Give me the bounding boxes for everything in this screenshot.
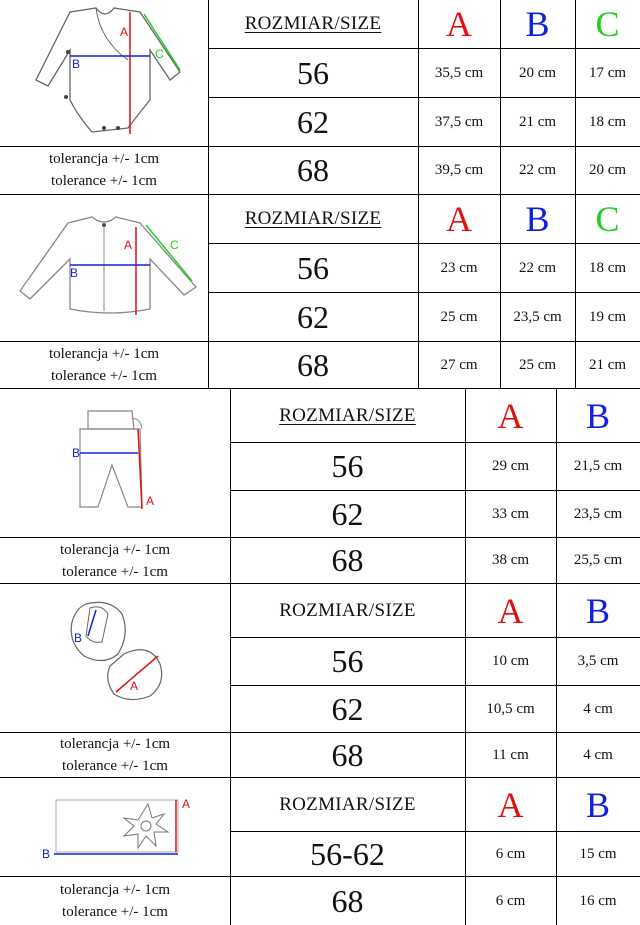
value-a: 37,5 cm (434, 113, 484, 130)
size-table-booties (0, 584, 640, 777)
size-value: 62 (297, 298, 329, 335)
tolerance-pl: tolerancja +/- 1cm (59, 541, 171, 558)
svg-text:A: A (124, 238, 133, 252)
headband-icon (0, 778, 230, 876)
value-b: 23,5 cm (513, 308, 562, 325)
svg-text:B: B (70, 266, 79, 280)
tolerance-en: tolerance +/- 1cm (62, 904, 168, 920)
measure-a-label: A (497, 784, 524, 825)
measure-b-label: B (525, 199, 550, 239)
measure-c-label: C (595, 4, 620, 44)
size-table-pants (0, 389, 640, 583)
measure-a-label: A (497, 395, 524, 436)
value-b: 20 cm (518, 64, 557, 81)
value-a: 29 cm (491, 458, 530, 474)
value-b: 4 cm (583, 700, 613, 717)
value-a: 35,5 cm (434, 64, 484, 81)
tolerance-note (0, 342, 208, 388)
value-b: 25,5 cm (573, 552, 623, 568)
value-c: 18 cm (588, 259, 627, 276)
size-value: 62 (331, 495, 364, 532)
value-b: 4 cm (583, 746, 613, 763)
value-b: 3,5 cm (577, 653, 619, 669)
value-c: 20 cm (588, 162, 627, 178)
tolerance-pl: tolerancja +/- 1cm (59, 736, 171, 752)
jacket-icon (0, 195, 208, 341)
value-a: 38 cm (491, 552, 530, 568)
value-a: 25 cm (440, 308, 478, 325)
svg-text:A: A (182, 797, 191, 811)
svg-text:A: A (146, 494, 155, 508)
measure-b-label: B (585, 590, 610, 631)
size-value: 68 (331, 882, 364, 919)
tolerance-en: tolerance +/- 1cm (51, 173, 157, 189)
value-a: 6 cm (495, 845, 526, 862)
size-table-jacket (0, 195, 640, 388)
value-a: 33 cm (491, 505, 530, 522)
size-value: 56 (331, 643, 364, 679)
size-value: 68 (297, 346, 329, 383)
value-b: 21 cm (518, 113, 557, 130)
measure-b-label: B (585, 784, 610, 825)
value-a: 23 cm (440, 259, 478, 276)
tolerance-pl: tolerancja +/- 1cm (48, 151, 160, 167)
size-table-headband (0, 778, 640, 925)
value-a: 11 cm (492, 746, 529, 763)
size-header: ROZMIAR/SIZE (279, 599, 416, 621)
value-a: 39,5 cm (434, 162, 484, 178)
size-value: 56 (331, 448, 364, 484)
tolerance-pl: tolerancja +/- 1cm (48, 346, 160, 362)
value-a: 27 cm (440, 356, 478, 373)
svg-text:C: C (155, 47, 164, 61)
size-table-bodysuit (0, 0, 640, 194)
measure-a-label: A (446, 199, 472, 239)
booties-icon (0, 584, 230, 732)
size-value: 56 (297, 249, 329, 286)
tolerance-note (0, 877, 230, 925)
tolerance-en: tolerance +/- 1cm (51, 368, 157, 384)
value-a: 10,5 cm (486, 700, 535, 717)
svg-text:C: C (170, 238, 179, 252)
bodysuit-icon (0, 0, 208, 146)
svg-text:B: B (74, 631, 83, 645)
svg-text:A: A (120, 25, 129, 39)
tolerance-en: tolerance +/- 1cm (62, 563, 168, 580)
value-b: 22 cm (518, 259, 557, 276)
measure-b-label: B (525, 4, 550, 44)
tolerance-en: tolerance +/- 1cm (62, 758, 168, 774)
size-header: ROZMIAR/SIZE (244, 208, 382, 229)
value-b: 21,5 cm (573, 458, 623, 474)
svg-text:A: A (130, 679, 139, 693)
tolerance-note (0, 733, 230, 777)
tolerance-pl: tolerancja +/- 1cm (59, 882, 171, 898)
tolerance-note (0, 147, 208, 193)
value-b: 25 cm (518, 356, 557, 373)
size-value: 62 (297, 103, 329, 140)
value-c: 21 cm (588, 356, 627, 373)
size-value: 62 (331, 690, 364, 727)
value-a: 10 cm (491, 653, 530, 669)
value-b: 15 cm (579, 845, 617, 862)
tolerance-note (0, 538, 230, 583)
size-value: 68 (331, 542, 364, 578)
value-b: 23,5 cm (573, 505, 623, 522)
measure-b-label: B (585, 395, 610, 436)
value-b: 22 cm (518, 162, 557, 178)
measure-c-label: C (595, 199, 620, 239)
pants-icon (0, 389, 230, 537)
svg-text:B: B (72, 446, 81, 460)
measure-a-label: A (446, 4, 472, 44)
value-a: 6 cm (495, 892, 526, 909)
measure-a-label: A (497, 590, 524, 631)
svg-text:B: B (42, 847, 51, 861)
size-value: 68 (297, 152, 329, 188)
size-header: ROZMIAR/SIZE (279, 404, 416, 426)
value-c: 17 cm (588, 64, 627, 81)
size-value: 68 (331, 736, 364, 773)
value-b: 16 cm (579, 892, 617, 909)
svg-text:B: B (72, 57, 81, 71)
size-value: 56-62 (310, 835, 385, 872)
value-c: 18 cm (588, 113, 627, 130)
size-header: ROZMIAR/SIZE (279, 793, 416, 815)
size-value: 56 (297, 54, 329, 91)
size-header: ROZMIAR/SIZE (244, 13, 382, 34)
value-c: 19 cm (588, 308, 627, 325)
